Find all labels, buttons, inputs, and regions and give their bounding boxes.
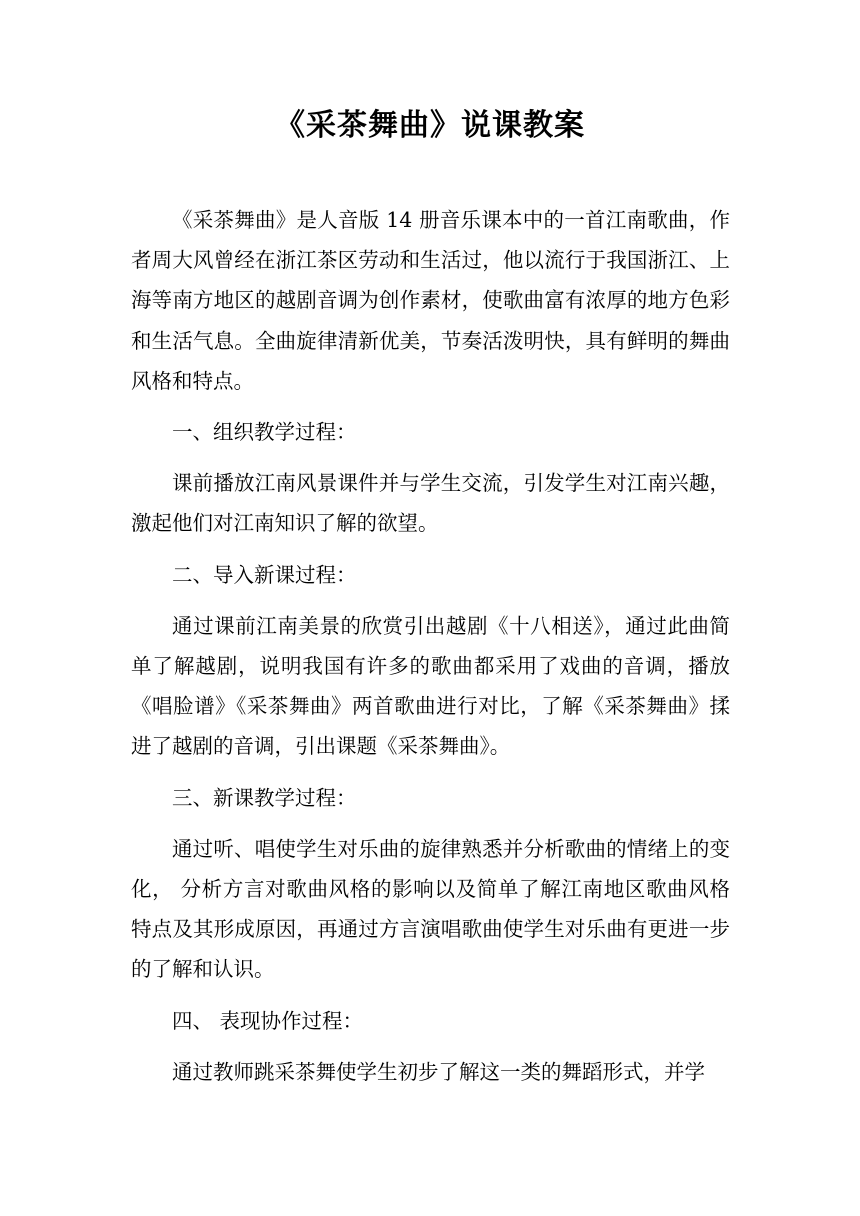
section-heading-introduce: 二、导入新课过程： (172, 562, 357, 587)
document-title: 《采茶舞曲》说课教案 (275, 108, 585, 143)
new-lesson-paragraph: 通过听、唱使学生对乐曲的旋律熟悉并分析歌曲的情绪上的变化， 分析方言对歌曲风格的影响以及简单了解江南地区歌曲风格特点及其形成原因，再通过方言演唱歌曲使学生对乐曲有更进一步的了解和认识。 (131, 836, 730, 982)
intro-paragraph: 《采茶舞曲》是人音版 14 册音乐课本中的一首江南歌曲，作者周大风曾经在浙江茶区劳动和生活过，他以流行于我国浙江、上海等南方地区的越剧音调为创作素材，使歌曲富有浓厚的地方色彩和生活气息。全曲旋律清新优美，节奏活泼明快，具有鲜明的舞曲风格和特点。 (131, 208, 730, 393)
section-heading-organize: 一、组织教学过程： (172, 420, 357, 445)
section-heading-performance: 四、 表现协作过程： (172, 1008, 364, 1033)
performance-paragraph: 通过教师跳采茶舞使学生初步了解这一类的舞蹈形式，并学 (172, 1059, 705, 1084)
section-heading-new-lesson: 三、新课教学过程： (172, 785, 357, 810)
document-body (131, 200, 730, 1103)
introduce-paragraph: 通过课前江南美景的欣赏引出越剧《十八相送》，通过此曲简单了解越剧，说明我国有许多的歌曲都采用了戏曲的音调，播放《唱脸谱》《采茶舞曲》两首歌曲进行对比，了解《采茶舞曲》揉进了越剧的音调，引出课题《采茶舞曲》。 (131, 613, 730, 759)
organize-paragraph: 课前播放江南风景课件并与学生交流，引发学生对江南兴趣，激起他们对江南知识了解的欲望。 (131, 471, 730, 536)
